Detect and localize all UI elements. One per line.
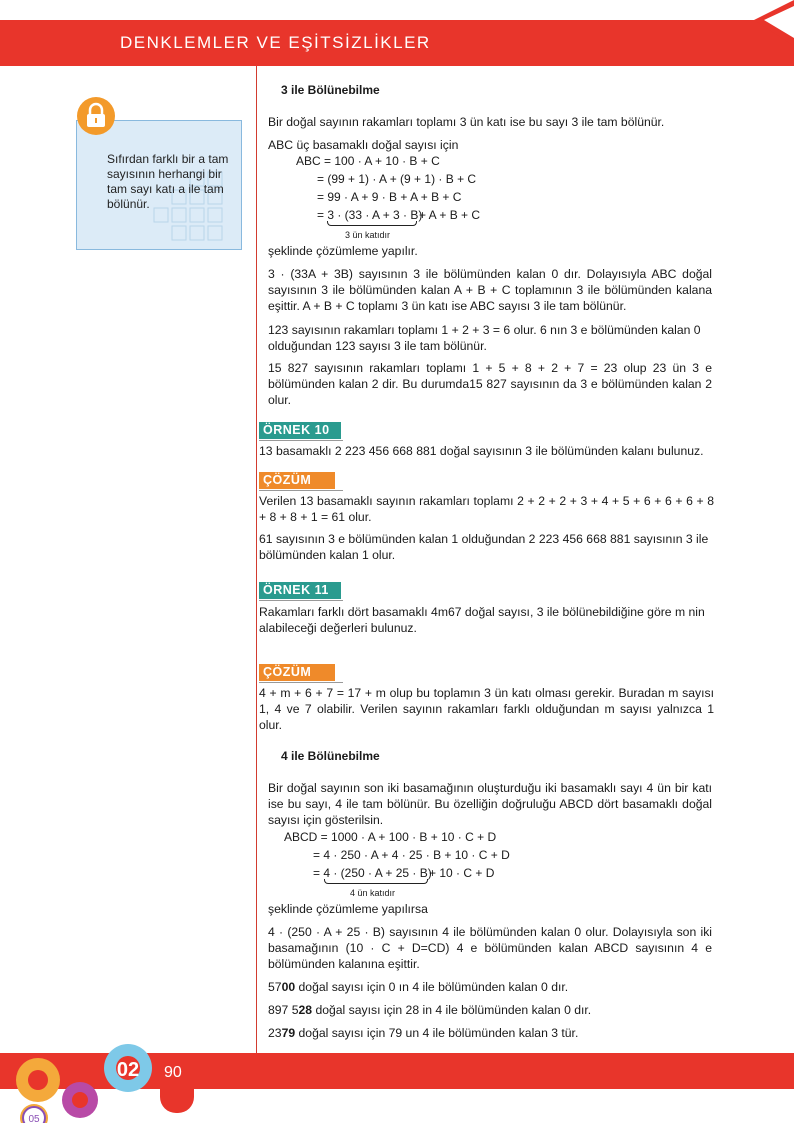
example-line bbox=[268, 979, 568, 995]
column-divider bbox=[256, 66, 257, 1053]
underbrace-label: 4 ün katıdır bbox=[350, 888, 396, 898]
example-line-post: doğal sayısı için 28 in 4 ile bölümünden kalan 0 dır. bbox=[312, 1003, 592, 1017]
page-number-tab bbox=[160, 1053, 194, 1113]
equation-line: ABCD = 1000 · A + 100 · B + 10 · C + D bbox=[284, 830, 497, 844]
section-heading-4: 4 ile Bölünebilme bbox=[281, 749, 380, 763]
underbrace bbox=[327, 221, 417, 226]
example-line-post: doğal sayısı için 0 ın 4 ile bölümünden kalan 0 dır. bbox=[295, 980, 569, 994]
solution-label: ÇÖZÜM bbox=[259, 472, 335, 489]
example-question: 13 basamaklı 2 223 456 668 881 doğal sayısının 3 ile bölümünden kalanı bulunuz. bbox=[259, 444, 704, 458]
example-line-bold: 00 bbox=[281, 980, 296, 994]
info-box-text: Sıfırdan farklı bir a tam sayısının herhangi bir tam sayı katı a ile tam bölünür. bbox=[107, 152, 229, 211]
paragraph: 123 sayısının rakamları toplamı 1 + 2 + 3 = 6 olur. 6 nın 3 e bölümünden kalan 0 olduğundan 123 sayısı 3 ile tam bölünür. bbox=[268, 323, 701, 353]
paragraph: 3 · (33A + 3B) sayısının 3 ile bölümünden kalan 0 dır. Dolayısıyla ABC doğal sayısının 3 ile bölümünden kalan A + B + C toplamının 3 ile bölümünden kalana eşittir. A + B + C toplamı 3 ün katı ise ABC sayısı 3 ile tam bölünür. bbox=[268, 267, 712, 313]
label-underline bbox=[259, 440, 343, 441]
equation-line: = (99 + 1) · A + (9 + 1) · B + C bbox=[317, 172, 477, 186]
solution-label: ÇÖZÜM bbox=[259, 664, 335, 681]
equation-line: ABC = 100 · A + 10 · B + C bbox=[296, 154, 440, 168]
text-line: şeklinde çözümleme yapılırsa bbox=[268, 902, 428, 916]
example-question: Rakamları farklı dört basamaklı 4m67 doğal sayısı, 3 ile bölünebildiğine göre m nin alabileceği değerleri bulunuz. bbox=[259, 605, 705, 635]
paragraph: 15 827 sayısının rakamları toplamı 1 + 5 + 8 + 2 + 7 = 23 olup 23 ün 3 e bölümünden kalan 2 dir. Bu durumda15 827 sayısının da 3 e bölümünden kalan 2 olur. bbox=[268, 361, 712, 407]
label-underline bbox=[259, 682, 343, 683]
page-number: 90 bbox=[164, 1064, 182, 1081]
example-line bbox=[268, 1025, 578, 1041]
lock-icon bbox=[76, 96, 116, 136]
example-label: ÖRNEK 10 bbox=[259, 422, 341, 439]
example-line bbox=[268, 1002, 591, 1018]
intro-3: ABC üç basamaklı doğal sayısı için bbox=[268, 138, 459, 152]
rule-3: Bir doğal sayının rakamları toplamı 3 ün katı ise bu sayı 3 ile tam bölünür. bbox=[268, 115, 665, 129]
underbrace bbox=[324, 879, 428, 884]
equation-line: + A + B + C bbox=[419, 208, 481, 222]
header-corner-decoration bbox=[754, 0, 794, 46]
gear-number: 02 bbox=[116, 1059, 140, 1081]
gears-decoration bbox=[0, 1040, 160, 1123]
example-line-pre: 57 bbox=[268, 980, 282, 994]
example-line-post: doğal sayısı için 79 un 4 ile bölümünden kalan 3 tür. bbox=[295, 1026, 579, 1040]
section-heading-3: 3 ile Bölünebilme bbox=[281, 83, 380, 97]
equation-line: = 99 · A + 9 · B + A + B + C bbox=[317, 190, 462, 204]
underbrace-label: 3 ün katıdır bbox=[345, 230, 391, 240]
solution-text: 61 sayısının 3 e bölümünden kalan 1 olduğundan 2 223 456 668 881 sayısının 3 ile bölümünden kalan 1 olur. bbox=[259, 532, 709, 562]
text-line: şeklinde çözümleme yapılır. bbox=[268, 244, 418, 258]
paragraph: 4 · (250 · A + 25 · B) sayısının 4 ile bölümünden kalan 0 olur. Dolayısıyla son iki basamağının (10 · C + D=CD) 4 e bölümünden kalan ABCD sayısının 4 e bölümünden kalanına eşittir. bbox=[268, 925, 712, 971]
example-line-pre: 897 5 bbox=[268, 1003, 299, 1017]
equation-line: = 4 · 250 · A + 4 · 25 · B + 10 · C + D bbox=[313, 848, 510, 862]
equation-line: = 4 · (250 · A + 25 · B) bbox=[313, 866, 432, 880]
example-label: ÖRNEK 11 bbox=[259, 582, 341, 599]
example-line-bold: 79 bbox=[281, 1026, 296, 1040]
equation-line: = 3 · (33 · A + 3 · B) bbox=[317, 208, 423, 222]
rule-4: Bir doğal sayının son iki basamağının oluşturduğu iki basamaklı sayı 4 ün bir katı ise bu sayı, 4 ile tam bölünür. Bu özelliğin doğruluğu ABCD dört basamaklı doğal sayısı için gösterilsin. bbox=[268, 781, 712, 827]
chapter-title: DENKLEMLER VE EŞİTSİZLİKLER bbox=[120, 33, 431, 52]
label-underline bbox=[259, 490, 343, 491]
unit-badge-number: 05 bbox=[28, 1114, 40, 1123]
label-underline bbox=[259, 600, 343, 601]
equation-line: + 10 · C + D bbox=[429, 866, 495, 880]
solution-text: 4 + m + 6 + 7 = 17 + m olup bu toplamın 3 ün katı olması gerekir. Buradan m sayısı 1, 4 ve 7 olabilir. Verilen sayının rakamları farklı olduğundan m sayısı yalnızca 1 olur. bbox=[259, 686, 714, 732]
example-line-bold: 28 bbox=[298, 1003, 313, 1017]
example-line-pre: 23 bbox=[268, 1026, 282, 1040]
solution-text: Verilen 13 basamaklı sayının rakamları toplamı 2 + 2 + 2 + 3 + 4 + 5 + 6 + 6 + 6 + 8 + 8 + 8 + 1 = 61 olur. bbox=[259, 494, 714, 524]
